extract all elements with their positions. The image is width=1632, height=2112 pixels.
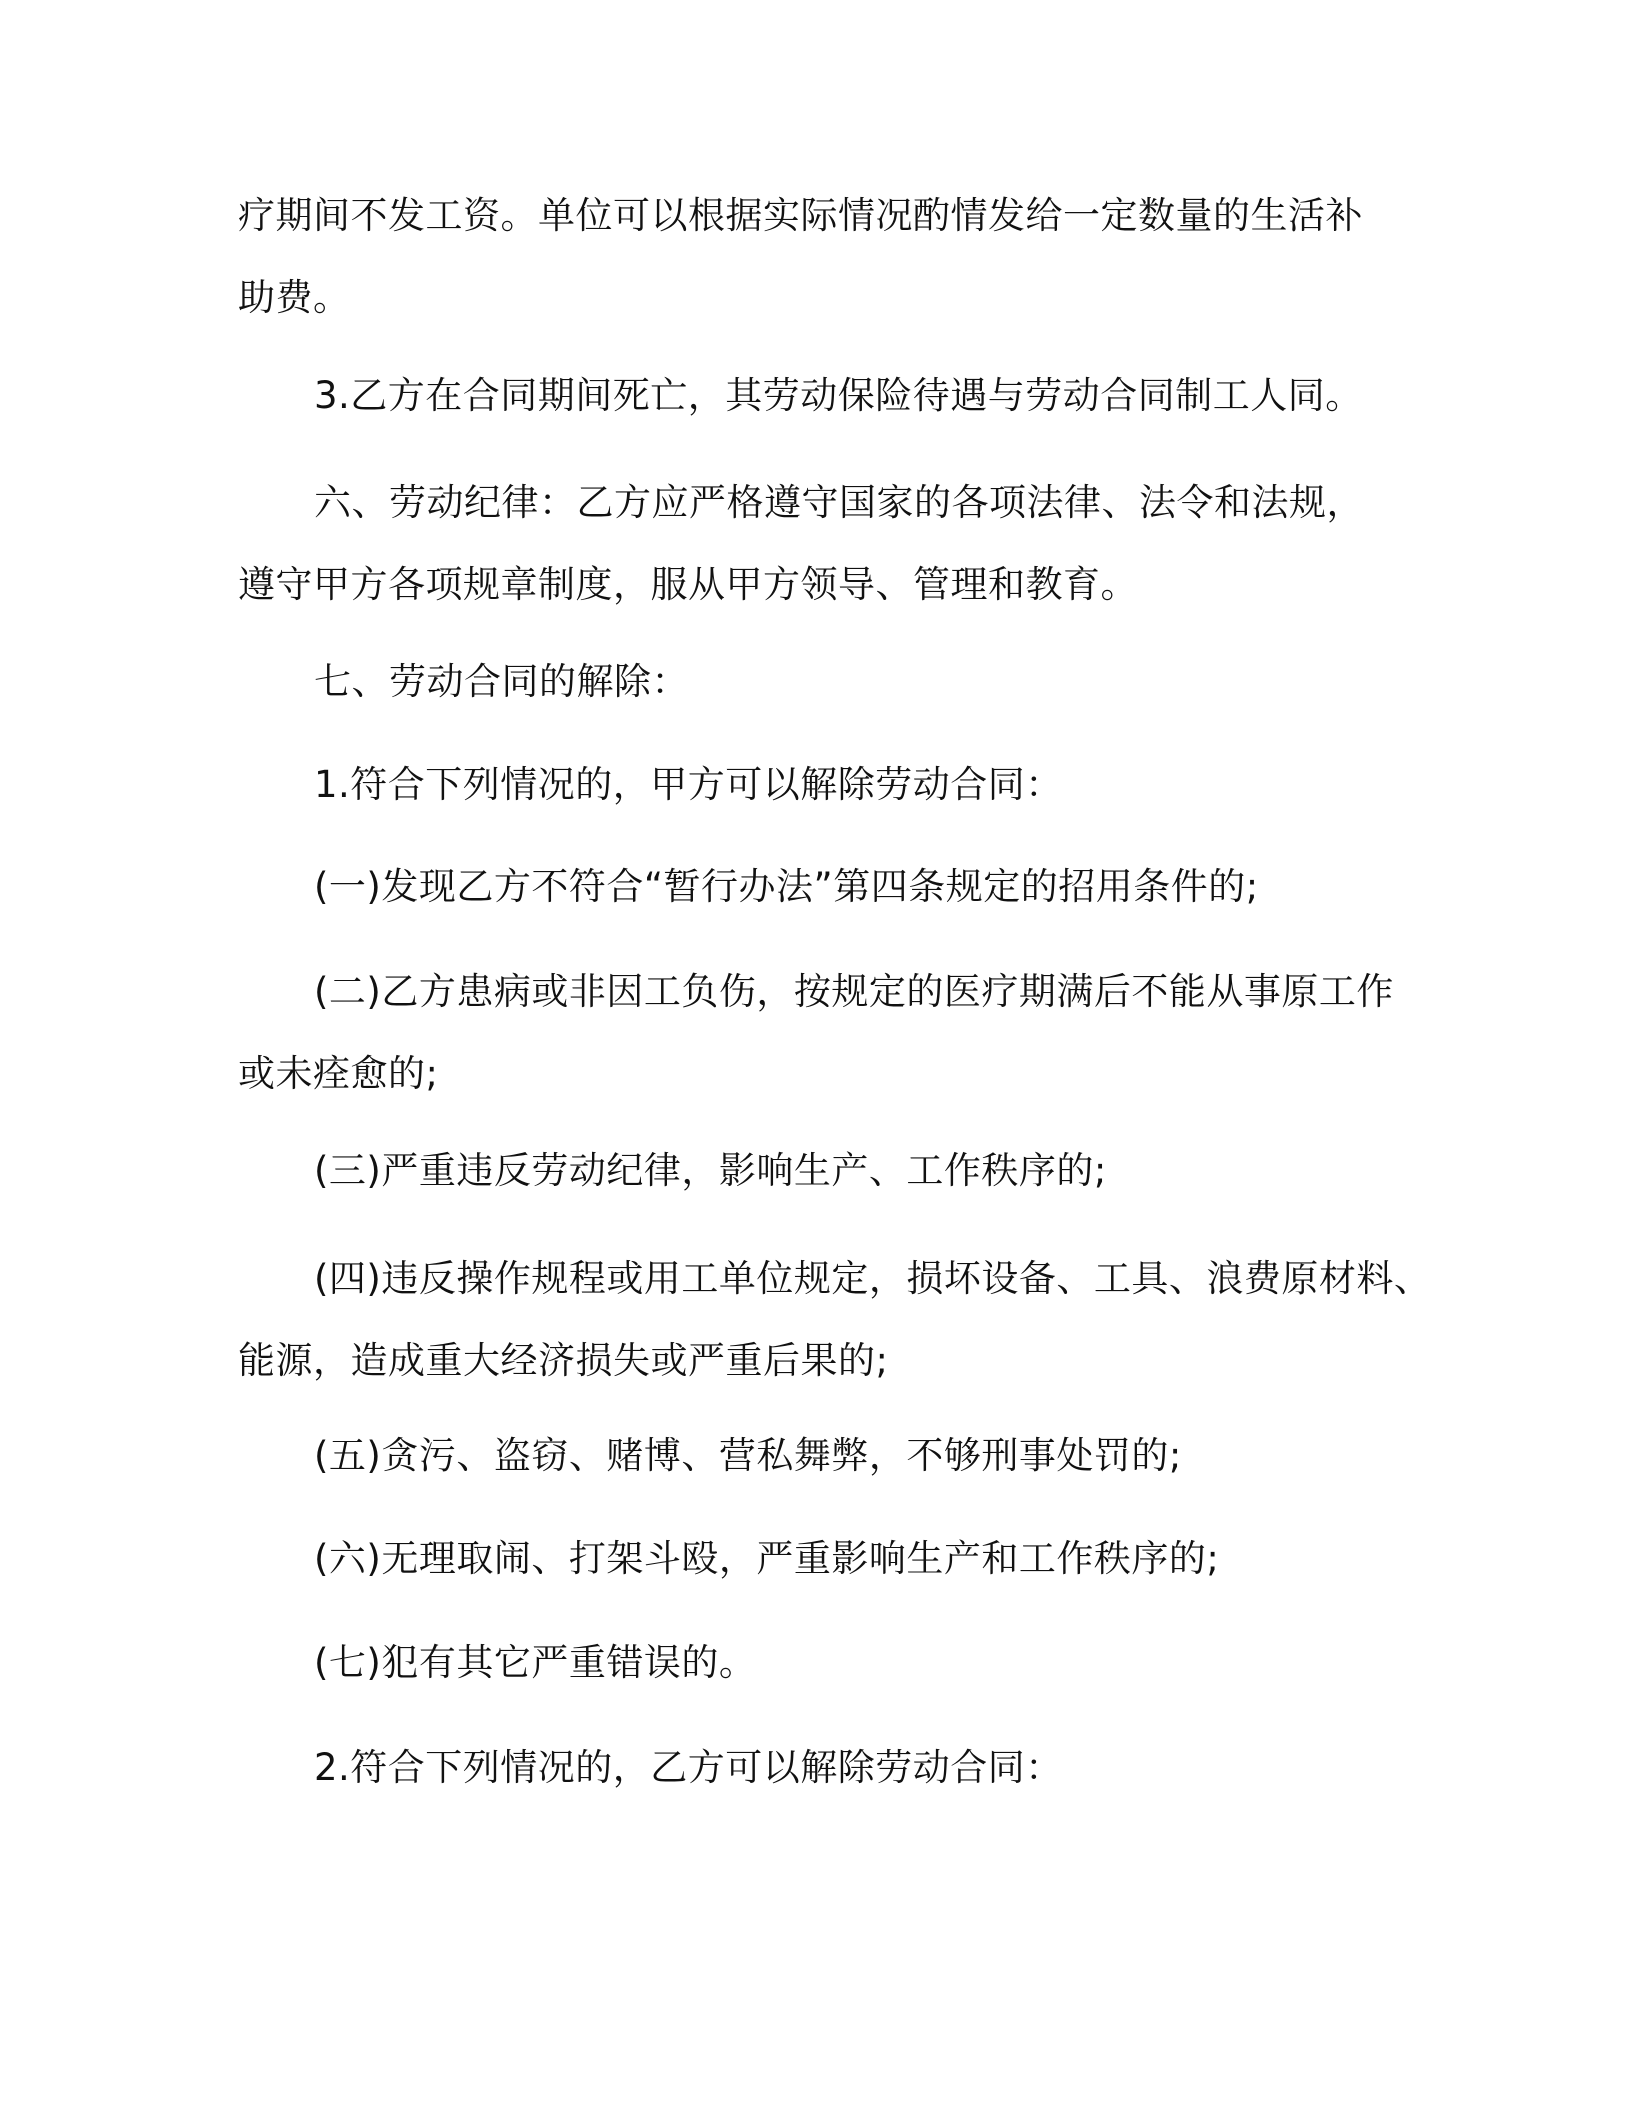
paragraph-party-b-terminate bbox=[238, 1727, 1408, 1809]
list-item-6 bbox=[238, 1518, 1408, 1600]
text-line: (一)发现乙方不符合“暂行办法”第四条规定的招用条件的; bbox=[314, 865, 1259, 908]
paragraph-labor-discipline bbox=[238, 462, 1408, 626]
text-line: 七、劳动合同的解除： bbox=[314, 660, 689, 703]
list-item-1 bbox=[238, 846, 1408, 928]
text-line: (二)乙方患病或非因工负伤，按规定的医疗期满后不能从事原工作 bbox=[314, 970, 1394, 1013]
list-item-3 bbox=[238, 1130, 1408, 1212]
text-line: 2.符合下列情况的，乙方可以解除劳动合同： bbox=[314, 1746, 1063, 1789]
text-line: (五)贪污、盗窃、赌博、营私舞弊，不够刑事处罚的; bbox=[314, 1434, 1182, 1477]
paragraph-party-a-terminate bbox=[238, 744, 1408, 826]
paragraph-death-benefits bbox=[238, 355, 1408, 437]
text-line: 能源，造成重大经济损失或严重后果的; bbox=[238, 1339, 889, 1382]
text-line: (四)违反操作规程或用工单位规定，损坏设备、工具、浪费原材料、 bbox=[314, 1257, 1432, 1300]
text-line: 或未痊愈的; bbox=[238, 1052, 439, 1095]
text-line: (六)无理取闹、打架斗殴，严重影响生产和工作秩序的; bbox=[314, 1537, 1220, 1580]
list-item-5 bbox=[238, 1415, 1408, 1497]
text-line: 1.符合下列情况的，甲方可以解除劳动合同： bbox=[314, 763, 1063, 806]
text-line: 遵守甲方各项规章制度，服从甲方领导、管理和教育。 bbox=[238, 563, 1138, 606]
list-item-7 bbox=[238, 1622, 1408, 1704]
list-item-4 bbox=[238, 1238, 1432, 1402]
text-line: 疗期间不发工资。单位可以根据实际情况酌情发给一定数量的生活补 bbox=[238, 194, 1363, 237]
text-line: 助费。 bbox=[238, 276, 351, 319]
paragraph-continuation bbox=[238, 175, 1408, 339]
text-line: (三)严重违反劳动纪律，影响生产、工作秩序的; bbox=[314, 1149, 1107, 1192]
text-line: (七)犯有其它严重错误的。 bbox=[314, 1641, 757, 1684]
section-heading-termination bbox=[238, 641, 1408, 723]
text-line: 六、劳动纪律：乙方应严格遵守国家的各项法律、法令和法规， bbox=[314, 481, 1364, 524]
text-line: 3.乙方在合同期间死亡，其劳动保险待遇与劳动合同制工人同。 bbox=[314, 374, 1363, 417]
list-item-2 bbox=[238, 951, 1408, 1115]
